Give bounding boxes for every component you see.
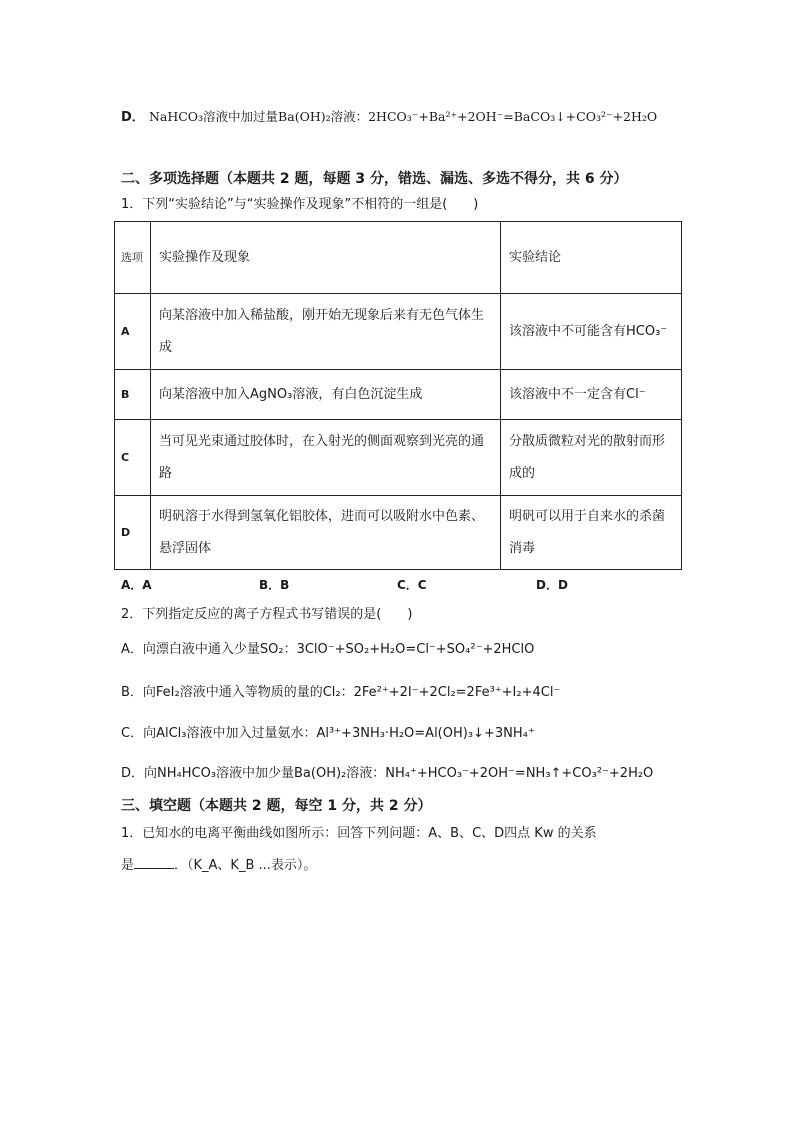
section-3-heading: 三、填空题（本题共 2 题，每空 1 分，共 2 分）	[121, 798, 432, 814]
row-operation: 向某溶液中加入稀盐酸，刚开始无现象后来有无色气体生成	[151, 294, 501, 370]
question-2-option-a[interactable]: A．向漂白液中通入少量SO₂：3ClO⁻+SO₂+H₂O=Cl⁻+SO₄²⁻+2HClO	[121, 642, 535, 657]
row-operation: 明矾溶于水得到氢氧化铝胶体，进而可以吸附水中色素、悬浮固体	[151, 496, 501, 570]
row-conclusion: 该溶液中不可能含有HCO₃⁻	[501, 294, 682, 370]
answer-prefix: 是	[121, 858, 135, 873]
header-option: 选项	[115, 222, 151, 294]
choice-c[interactable]: C．C	[397, 578, 427, 592]
prev-question-option-d	[121, 108, 657, 127]
table-row	[115, 370, 682, 420]
row-option: C	[115, 420, 151, 496]
table-row	[115, 294, 682, 370]
answer-suffix: ．（K_A、K_B ...表示）。	[174, 858, 317, 873]
question-2-option-d[interactable]: D．向NH₄HCO₃溶液中加少量Ba(OH)₂溶液：NH₄⁺+HCO₃⁻+2OH⁻=NH₃↑+CO₃²⁻+2H₂O	[121, 766, 654, 781]
header-operation: 实验操作及现象	[151, 222, 501, 294]
option-text: NaHCO₃溶液中加过量Ba(OH)₂溶液：2HCO₃⁻+Ba²⁺+2OH⁻=BaCO₃↓+CO₃²⁻+2H₂O	[148, 109, 658, 124]
question-2-stem: 2．下列指定反应的离子方程式书写错误的是( )	[121, 607, 413, 622]
row-option: B	[115, 370, 151, 420]
row-conclusion: 明矾可以用于自来水的杀菌消毒	[501, 496, 682, 570]
row-option: A	[115, 294, 151, 370]
header-conclusion: 实验结论	[501, 222, 682, 294]
option-label: D．	[121, 110, 145, 125]
table-row	[115, 420, 682, 496]
row-conclusion: 分散质微粒对光的散射而形成的	[501, 420, 682, 496]
section-2-heading: 二、多项选择题（本题共 2 题，每题 3 分，错选、漏选、多选不得分，共 6 分）	[121, 171, 628, 187]
section-3-question-1-line-1: 1．已知水的电离平衡曲线如图所示：回答下列问题：A、B、C、D四点 Kw 的关系	[121, 826, 597, 841]
experiment-table	[114, 221, 682, 570]
answer-blank[interactable]	[134, 856, 174, 869]
table-header-row	[115, 222, 682, 294]
row-option: D	[115, 496, 151, 570]
choice-a[interactable]: A．A	[121, 578, 152, 592]
question-1-stem: 1．下列“实验结论”与“实验操作及现象”不相符的一组是( )	[121, 197, 479, 212]
section-3-question-1-line-2	[121, 856, 316, 875]
choice-d[interactable]: D．D	[536, 578, 568, 592]
row-operation: 向某溶液中加入AgNO₃溶液，有白色沉淀生成	[151, 370, 501, 420]
question-1-choices	[121, 576, 681, 594]
table-row	[115, 496, 682, 570]
row-operation: 当可见光束通过胶体时，在入射光的侧面观察到光亮的通路	[151, 420, 501, 496]
row-conclusion: 该溶液中不一定含有Cl⁻	[501, 370, 682, 420]
question-2-option-b[interactable]: B．向FeI₂溶液中通入等物质的量的Cl₂：2Fe²⁺+2I⁻+2Cl₂=2Fe³⁺+I₂+4Cl⁻	[121, 685, 561, 700]
choice-b[interactable]: B．B	[259, 578, 290, 592]
question-2-option-c[interactable]: C．向AlCl₃溶液中加入过量氨水：Al³⁺+3NH₃·H₂O=Al(OH)₃↓+3NH₄⁺	[121, 726, 535, 741]
